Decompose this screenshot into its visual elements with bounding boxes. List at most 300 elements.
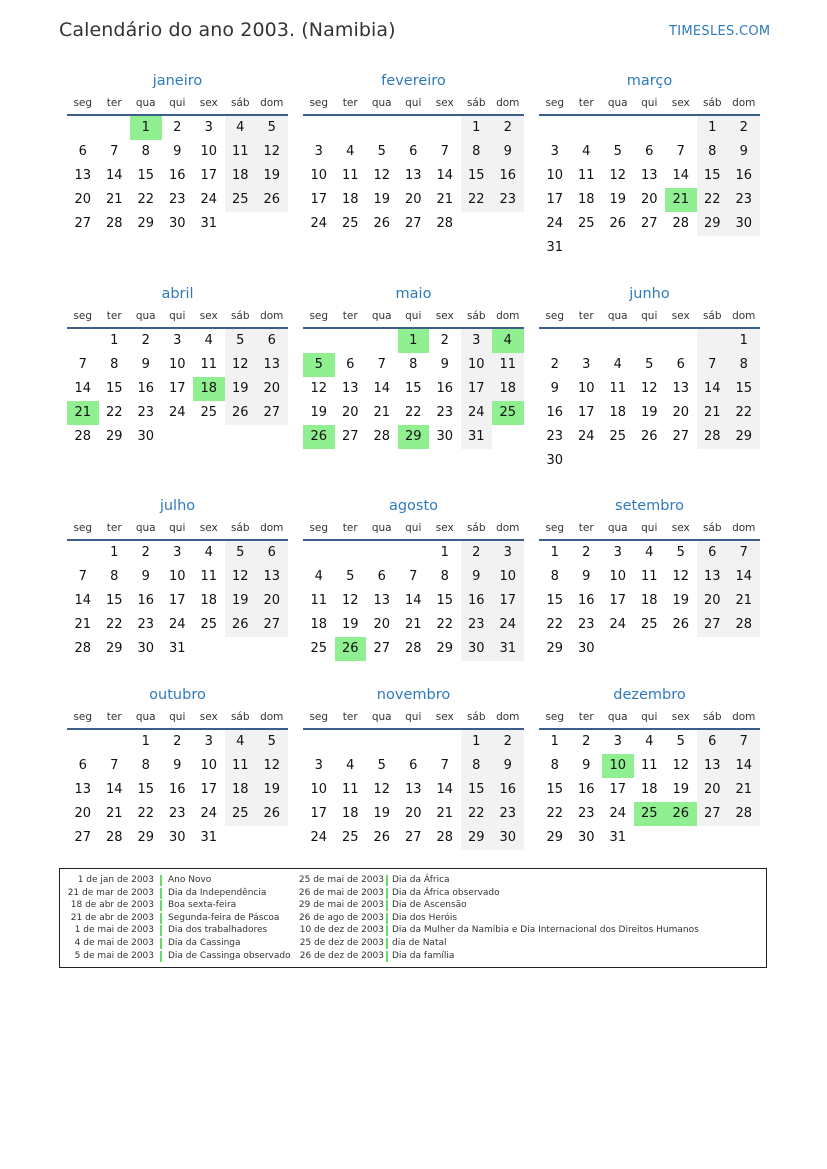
day-cell: 27 — [373, 641, 391, 656]
day-cell: 29 — [546, 830, 564, 845]
day-cell: 6 — [409, 144, 418, 159]
day-cell: 12 — [225, 353, 257, 377]
day-cell: 2 — [173, 120, 182, 135]
day-cell: 9 — [728, 140, 760, 164]
day-cell: 1 — [110, 545, 119, 560]
day-cell: 8 — [728, 353, 760, 377]
day-cell: 19 — [373, 192, 391, 207]
day-cell: 11 — [492, 353, 524, 377]
empty-day-cell — [461, 212, 493, 236]
weekday-label: ter — [342, 711, 358, 723]
day-cell: 29 — [105, 429, 123, 444]
day-cell: 31 — [168, 641, 186, 656]
week-row — [539, 377, 760, 401]
day-cell: 16 — [461, 589, 493, 613]
day-cell: 7 — [697, 353, 729, 377]
day-cell: 20 — [404, 806, 422, 821]
weekday-label: seg — [545, 310, 565, 322]
week-row — [303, 730, 524, 754]
legend-name: Dia de Ascensão — [392, 900, 467, 911]
day-cell: 19 — [640, 405, 658, 420]
week-row — [67, 116, 288, 140]
weekday-label: sáb — [702, 522, 722, 534]
day-cell: 8 — [461, 754, 493, 778]
empty-day-cell — [67, 541, 99, 565]
week-row — [67, 826, 288, 850]
week-row — [539, 754, 760, 778]
legend-name: dia de Natal — [392, 937, 447, 948]
weekday-header — [67, 706, 288, 728]
day-cell: 23 — [577, 806, 595, 821]
weekday-label: qui — [641, 711, 658, 723]
weekday-label: seg — [309, 522, 329, 534]
week-row — [303, 212, 524, 236]
day-cell: 3 — [492, 541, 524, 565]
day-cell: 19 — [256, 164, 288, 188]
week-row — [303, 401, 524, 425]
day-cell: 28 — [672, 216, 690, 231]
day-cell: 7 — [728, 541, 760, 565]
day-cell: 14 — [404, 593, 422, 608]
day-cell: 18 — [609, 405, 627, 420]
day-cell: 28 — [436, 830, 454, 845]
day-cell: 22 — [697, 188, 729, 212]
day-cell: 30 — [137, 429, 155, 444]
weekday-label: dom — [732, 97, 756, 109]
holiday-day-cell: 1 — [130, 116, 162, 140]
empty-day-cell — [398, 541, 430, 565]
day-cell: 11 — [200, 357, 218, 372]
day-cell: 22 — [137, 192, 155, 207]
day-cell: 7 — [78, 357, 87, 372]
day-cell: 23 — [577, 617, 595, 632]
weekday-label: qua — [371, 97, 392, 109]
week-row — [303, 425, 524, 449]
day-cell: 12 — [256, 754, 288, 778]
weekday-label: sex — [199, 97, 218, 109]
day-cell: 17 — [310, 806, 328, 821]
day-cell: 4 — [314, 569, 323, 584]
weekday-label: sex — [671, 711, 690, 723]
day-cell: 8 — [110, 569, 119, 584]
day-cell: 15 — [137, 782, 155, 797]
empty-day-cell — [728, 826, 760, 850]
week-row — [539, 589, 760, 613]
day-cell: 14 — [672, 168, 690, 183]
day-cell: 6 — [645, 144, 654, 159]
day-cell: 28 — [436, 216, 454, 231]
day-cell: 4 — [204, 333, 213, 348]
day-cell: 11 — [341, 168, 359, 183]
day-cell: 27 — [640, 216, 658, 231]
day-cell: 21 — [697, 401, 729, 425]
day-cell: 17 — [200, 168, 218, 183]
day-cell: 7 — [78, 569, 87, 584]
day-cell: 8 — [141, 758, 150, 773]
day-cell: 25 — [640, 617, 658, 632]
day-cell: 13 — [256, 353, 288, 377]
day-cell: 3 — [550, 144, 559, 159]
day-cell: 11 — [577, 168, 595, 183]
week-row — [67, 140, 288, 164]
month-name: agosto — [388, 498, 439, 514]
weekday-label: qua — [135, 711, 156, 723]
empty-day-cell — [571, 449, 603, 473]
month-julho — [67, 495, 288, 661]
day-cell: 2 — [461, 541, 493, 565]
day-cell: 7 — [440, 758, 449, 773]
day-cell: 28 — [373, 429, 391, 444]
day-cell: 14 — [105, 782, 123, 797]
day-cell: 24 — [546, 216, 564, 231]
week-row — [539, 637, 760, 661]
day-cell: 13 — [672, 381, 690, 396]
empty-day-cell — [665, 826, 697, 850]
day-cell: 24 — [461, 401, 493, 425]
week-row — [303, 778, 524, 802]
day-cell: 9 — [582, 758, 591, 773]
empty-day-cell — [634, 116, 666, 140]
day-cell: 29 — [461, 826, 493, 850]
day-cell: 15 — [461, 778, 493, 802]
day-cell: 1 — [550, 734, 559, 749]
day-cell: 18 — [492, 377, 524, 401]
day-cell: 2 — [582, 734, 591, 749]
empty-day-cell — [193, 425, 225, 449]
weekday-label: sáb — [230, 310, 250, 322]
day-cell: 10 — [461, 353, 493, 377]
weekday-label: ter — [578, 310, 594, 322]
week-row — [303, 329, 524, 353]
day-cell: 13 — [404, 782, 422, 797]
day-cell: 2 — [141, 333, 150, 348]
day-cell: 1 — [461, 116, 493, 140]
empty-day-cell — [303, 730, 335, 754]
empty-day-cell — [366, 541, 398, 565]
weekday-label: sáb — [466, 522, 486, 534]
day-cell: 16 — [577, 782, 595, 797]
month-novembro — [303, 684, 524, 850]
weekday-label: qui — [405, 97, 422, 109]
day-cell: 17 — [546, 192, 564, 207]
day-cell: 25 — [609, 429, 627, 444]
weekday-label: qua — [607, 97, 628, 109]
day-cell: 20 — [697, 778, 729, 802]
holiday-day-cell: 4 — [492, 329, 524, 353]
day-cell: 2 — [550, 357, 559, 372]
weekday-label: qui — [641, 310, 658, 322]
week-row — [303, 541, 524, 565]
holiday-day-cell: 21 — [67, 401, 99, 425]
day-cell: 28 — [105, 830, 123, 845]
day-cell: 12 — [256, 140, 288, 164]
day-cell: 21 — [728, 589, 760, 613]
day-cell: 24 — [609, 617, 627, 632]
empty-day-cell — [335, 329, 367, 353]
holiday-day-cell: 21 — [665, 188, 697, 212]
empty-day-cell — [634, 236, 666, 260]
empty-day-cell — [539, 329, 571, 353]
day-cell: 5 — [613, 144, 622, 159]
day-cell: 24 — [492, 613, 524, 637]
weekday-label: qua — [135, 97, 156, 109]
legend-date: 26 de dez de 2003 — [299, 950, 384, 961]
weekday-label: ter — [106, 522, 122, 534]
weekday-label: seg — [309, 310, 329, 322]
day-cell: 21 — [105, 192, 123, 207]
day-cell: 16 — [436, 381, 454, 396]
week-row — [67, 401, 288, 425]
week-row — [539, 613, 760, 637]
day-cell: 12 — [225, 565, 257, 589]
weekday-label: qua — [135, 310, 156, 322]
day-cell: 19 — [256, 778, 288, 802]
day-cell: 28 — [74, 641, 92, 656]
day-cell: 30 — [492, 826, 524, 850]
day-cell: 13 — [404, 168, 422, 183]
day-cell: 15 — [546, 593, 564, 608]
month-name: janeiro — [152, 73, 203, 89]
week-row — [539, 188, 760, 212]
day-cell: 3 — [204, 120, 213, 135]
day-cell: 28 — [74, 429, 92, 444]
day-cell: 20 — [373, 617, 391, 632]
month-name: dezembro — [613, 687, 686, 703]
day-cell: 16 — [492, 164, 524, 188]
empty-day-cell — [697, 236, 729, 260]
day-cell: 25 — [341, 830, 359, 845]
day-cell: 9 — [173, 758, 182, 773]
day-cell: 26 — [373, 830, 391, 845]
day-cell: 9 — [492, 140, 524, 164]
day-cell: 27 — [341, 429, 359, 444]
holiday-day-cell: 26 — [303, 425, 335, 449]
legend-name: Dia da África observado — [392, 887, 500, 898]
week-row — [303, 116, 524, 140]
day-cell: 14 — [105, 168, 123, 183]
week-row — [539, 140, 760, 164]
empty-day-cell — [665, 236, 697, 260]
day-cell: 1 — [728, 329, 760, 353]
day-cell: 25 — [200, 405, 218, 420]
week-row — [67, 754, 288, 778]
day-cell: 22 — [436, 617, 454, 632]
day-cell: 2 — [492, 116, 524, 140]
day-cell: 29 — [137, 830, 155, 845]
weekday-header — [303, 706, 524, 728]
weekday-label: sex — [435, 310, 454, 322]
empty-day-cell — [429, 730, 461, 754]
weekday-label: seg — [545, 97, 565, 109]
empty-day-cell — [634, 449, 666, 473]
holiday-day-cell: 25 — [492, 401, 524, 425]
day-cell: 12 — [640, 381, 658, 396]
day-cell: 29 — [697, 212, 729, 236]
day-cell: 14 — [436, 168, 454, 183]
empty-day-cell — [429, 116, 461, 140]
weekday-label: sáb — [230, 522, 250, 534]
day-cell: 14 — [728, 754, 760, 778]
day-cell: 23 — [436, 405, 454, 420]
day-cell: 13 — [74, 782, 92, 797]
day-cell: 7 — [409, 569, 418, 584]
day-cell: 29 — [105, 641, 123, 656]
day-cell: 24 — [200, 192, 218, 207]
day-cell: 10 — [546, 168, 564, 183]
day-cell: 18 — [225, 778, 257, 802]
week-row — [67, 541, 288, 565]
day-cell: 12 — [672, 569, 690, 584]
weekday-label: dom — [496, 310, 520, 322]
weekday-label: seg — [73, 310, 93, 322]
weekday-label: qui — [405, 522, 422, 534]
week-row — [539, 164, 760, 188]
day-cell: 9 — [173, 144, 182, 159]
weekday-label: dom — [260, 711, 284, 723]
week-row — [303, 637, 524, 661]
empty-day-cell — [225, 425, 257, 449]
day-cell: 16 — [168, 782, 186, 797]
holiday-day-cell: 25 — [634, 802, 666, 826]
day-cell: 17 — [609, 593, 627, 608]
day-cell: 25 — [225, 188, 257, 212]
week-row — [539, 565, 760, 589]
day-cell: 14 — [74, 593, 92, 608]
month-name: março — [626, 73, 673, 89]
day-cell: 20 — [341, 405, 359, 420]
legend-date: 10 de dez de 2003 — [299, 925, 384, 936]
day-cell: 22 — [137, 806, 155, 821]
weekday-label: qui — [169, 97, 186, 109]
empty-day-cell — [665, 449, 697, 473]
month-janeiro — [67, 70, 288, 236]
day-cell: 31 — [200, 830, 218, 845]
week-row — [67, 377, 288, 401]
day-cell: 8 — [550, 758, 559, 773]
day-cell: 25 — [225, 802, 257, 826]
day-cell: 27 — [697, 613, 729, 637]
month-name: maio — [395, 286, 432, 302]
day-cell: 14 — [728, 565, 760, 589]
day-cell: 22 — [546, 617, 564, 632]
weekday-label: qua — [371, 522, 392, 534]
empty-day-cell — [256, 826, 288, 850]
day-cell: 27 — [74, 216, 92, 231]
week-row — [67, 212, 288, 236]
empty-day-cell — [99, 116, 131, 140]
day-cell: 8 — [440, 569, 449, 584]
day-cell: 16 — [546, 405, 564, 420]
weekday-label: seg — [309, 711, 329, 723]
day-cell: 22 — [728, 401, 760, 425]
day-cell: 26 — [672, 617, 690, 632]
month-name: julho — [159, 498, 196, 514]
weekday-label: seg — [73, 97, 93, 109]
day-cell: 27 — [74, 830, 92, 845]
weekday-label: seg — [545, 522, 565, 534]
day-cell: 4 — [204, 545, 213, 560]
day-cell: 13 — [341, 381, 359, 396]
weekday-label: qui — [169, 310, 186, 322]
day-cell: 31 — [492, 637, 524, 661]
weekday-label: ter — [106, 310, 122, 322]
month-name: abril — [161, 286, 194, 302]
weekday-label: dom — [496, 97, 520, 109]
weekday-label: seg — [73, 711, 93, 723]
day-cell: 12 — [609, 168, 627, 183]
day-cell: 13 — [74, 168, 92, 183]
day-cell: 4 — [225, 116, 257, 140]
empty-day-cell — [571, 236, 603, 260]
holiday-day-cell: 5 — [303, 353, 335, 377]
empty-day-cell — [665, 116, 697, 140]
day-cell: 19 — [310, 405, 328, 420]
week-row — [67, 778, 288, 802]
weekday-label: ter — [578, 711, 594, 723]
day-cell: 29 — [137, 216, 155, 231]
day-cell: 19 — [609, 192, 627, 207]
day-cell: 6 — [676, 357, 685, 372]
day-cell: 4 — [346, 758, 355, 773]
day-cell: 17 — [461, 377, 493, 401]
day-cell: 4 — [645, 545, 654, 560]
day-cell: 14 — [436, 782, 454, 797]
day-cell: 21 — [728, 778, 760, 802]
weekday-label: qui — [405, 711, 422, 723]
empty-day-cell — [303, 329, 335, 353]
day-cell: 27 — [404, 830, 422, 845]
legend-marker — [386, 900, 388, 911]
day-cell: 18 — [577, 192, 595, 207]
day-cell: 5 — [676, 734, 685, 749]
holiday-day-cell: 29 — [398, 425, 430, 449]
weekday-label: dom — [732, 711, 756, 723]
day-cell: 22 — [105, 617, 123, 632]
weekday-label: sáb — [702, 97, 722, 109]
legend-date: 26 de mai de 2003 — [298, 887, 384, 898]
day-cell: 23 — [728, 188, 760, 212]
empty-day-cell — [634, 637, 666, 661]
empty-day-cell — [602, 637, 634, 661]
legend-marker — [386, 951, 388, 962]
day-cell: 23 — [168, 806, 186, 821]
day-cell: 29 — [436, 641, 454, 656]
empty-day-cell — [162, 425, 194, 449]
day-cell: 21 — [436, 806, 454, 821]
day-cell: 17 — [609, 782, 627, 797]
weekday-label: seg — [309, 97, 329, 109]
day-cell: 19 — [225, 377, 257, 401]
weekday-label: sex — [199, 711, 218, 723]
empty-day-cell — [335, 541, 367, 565]
month-name: setembro — [615, 498, 684, 514]
day-cell: 3 — [314, 144, 323, 159]
day-cell: 21 — [436, 192, 454, 207]
empty-day-cell — [728, 236, 760, 260]
site-logo-link[interactable]: TIMESLES.COM — [669, 24, 771, 39]
week-row — [539, 541, 760, 565]
empty-day-cell — [225, 637, 257, 661]
holiday-day-cell: 10 — [602, 754, 634, 778]
day-cell: 23 — [137, 617, 155, 632]
legend-date: 21 de mar de 2003 — [67, 887, 154, 898]
day-cell: 14 — [697, 377, 729, 401]
day-cell: 10 — [310, 168, 328, 183]
day-cell: 23 — [492, 188, 524, 212]
empty-day-cell — [256, 637, 288, 661]
day-cell: 24 — [168, 405, 186, 420]
day-cell: 20 — [256, 589, 288, 613]
